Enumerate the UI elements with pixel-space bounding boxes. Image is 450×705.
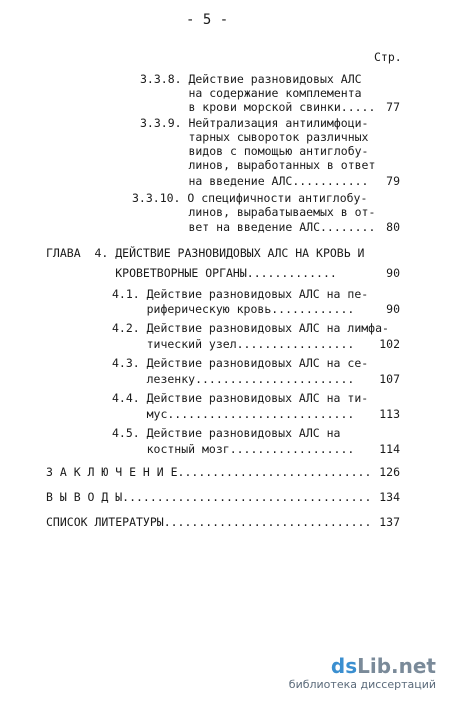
toc-line: 4.5. Действие разновидовых АЛС на <box>112 426 341 440</box>
toc-line: 4.4. Действие разновидовых АЛС на ти- <box>112 391 369 405</box>
watermark-caption: библиотека диссертаций <box>288 678 436 691</box>
toc-line: на введение АЛС........... <box>140 174 369 188</box>
toc-line: 4.2. Действие разновидовых АЛС на лимфа- <box>112 321 389 335</box>
toc-section-line: В Ы В О Д Ы.................................... <box>46 490 372 504</box>
toc-line: риферическую кровь............ <box>112 302 355 316</box>
toc-line: видов с помощью антиглобу- <box>140 144 369 158</box>
toc-page: 90 <box>386 266 400 280</box>
toc-page: 90 <box>386 302 400 316</box>
toc-line: тарных сывороток различных <box>140 130 369 144</box>
toc-page: 80 <box>386 220 400 234</box>
page-column-label: Стр. <box>374 50 402 64</box>
toc-line: в крови морской свинки..... <box>140 100 376 114</box>
toc-page: 77 <box>386 100 400 114</box>
toc-line: линов, выработанных в ответ <box>140 158 376 172</box>
toc-section-line: З А К Л Ю Ч Е Н И Е............................ <box>46 465 372 479</box>
toc-chapter-line: ГЛАВА 4. ДЕЙСТВИЕ РАЗНОВИДОВЫХ АЛС НА КРОВЬ И <box>46 246 365 260</box>
toc-line: 4.1. Действие разновидовых АЛС на пе- <box>112 287 369 301</box>
toc-page: 137 <box>379 515 400 529</box>
toc-page: 102 <box>379 337 400 351</box>
toc-page: 79 <box>386 174 400 188</box>
toc-page: 107 <box>379 372 400 386</box>
page-number: - 5 - <box>186 12 229 28</box>
toc-page: 114 <box>379 442 400 456</box>
watermark-logo: dsLib.net <box>330 654 436 678</box>
toc-chapter-line: КРОВЕТВОРНЫЕ ОРГАНЫ............. <box>46 266 337 280</box>
toc-line: 3.3.8. Действие разновидовых АЛС <box>140 72 362 86</box>
toc-line: на содержание комплемента <box>140 86 362 100</box>
toc-line: костный мозг.................. <box>112 442 355 456</box>
toc-line: тический узел................. <box>112 337 355 351</box>
toc-page: 113 <box>379 407 400 421</box>
toc-line: 4.3. Действие разновидовых АЛС на се- <box>112 356 369 370</box>
toc-line: 3.3.10. О специфичности антиглобу- <box>132 191 368 205</box>
toc-line: мус........................... <box>112 407 355 421</box>
toc-page: 126 <box>379 465 400 479</box>
toc-line: линов, вырабатываемых в от- <box>140 205 376 219</box>
toc-line: вет на введение АЛС........ <box>140 220 376 234</box>
toc-section-line: СПИСОК ЛИТЕРАТУРЫ.............................. <box>46 515 372 529</box>
toc-line: лезенку....................... <box>112 372 355 386</box>
toc-page: 134 <box>379 490 400 504</box>
toc-line: 3.3.9. Нейтрализация антилимфоци- <box>140 116 369 130</box>
